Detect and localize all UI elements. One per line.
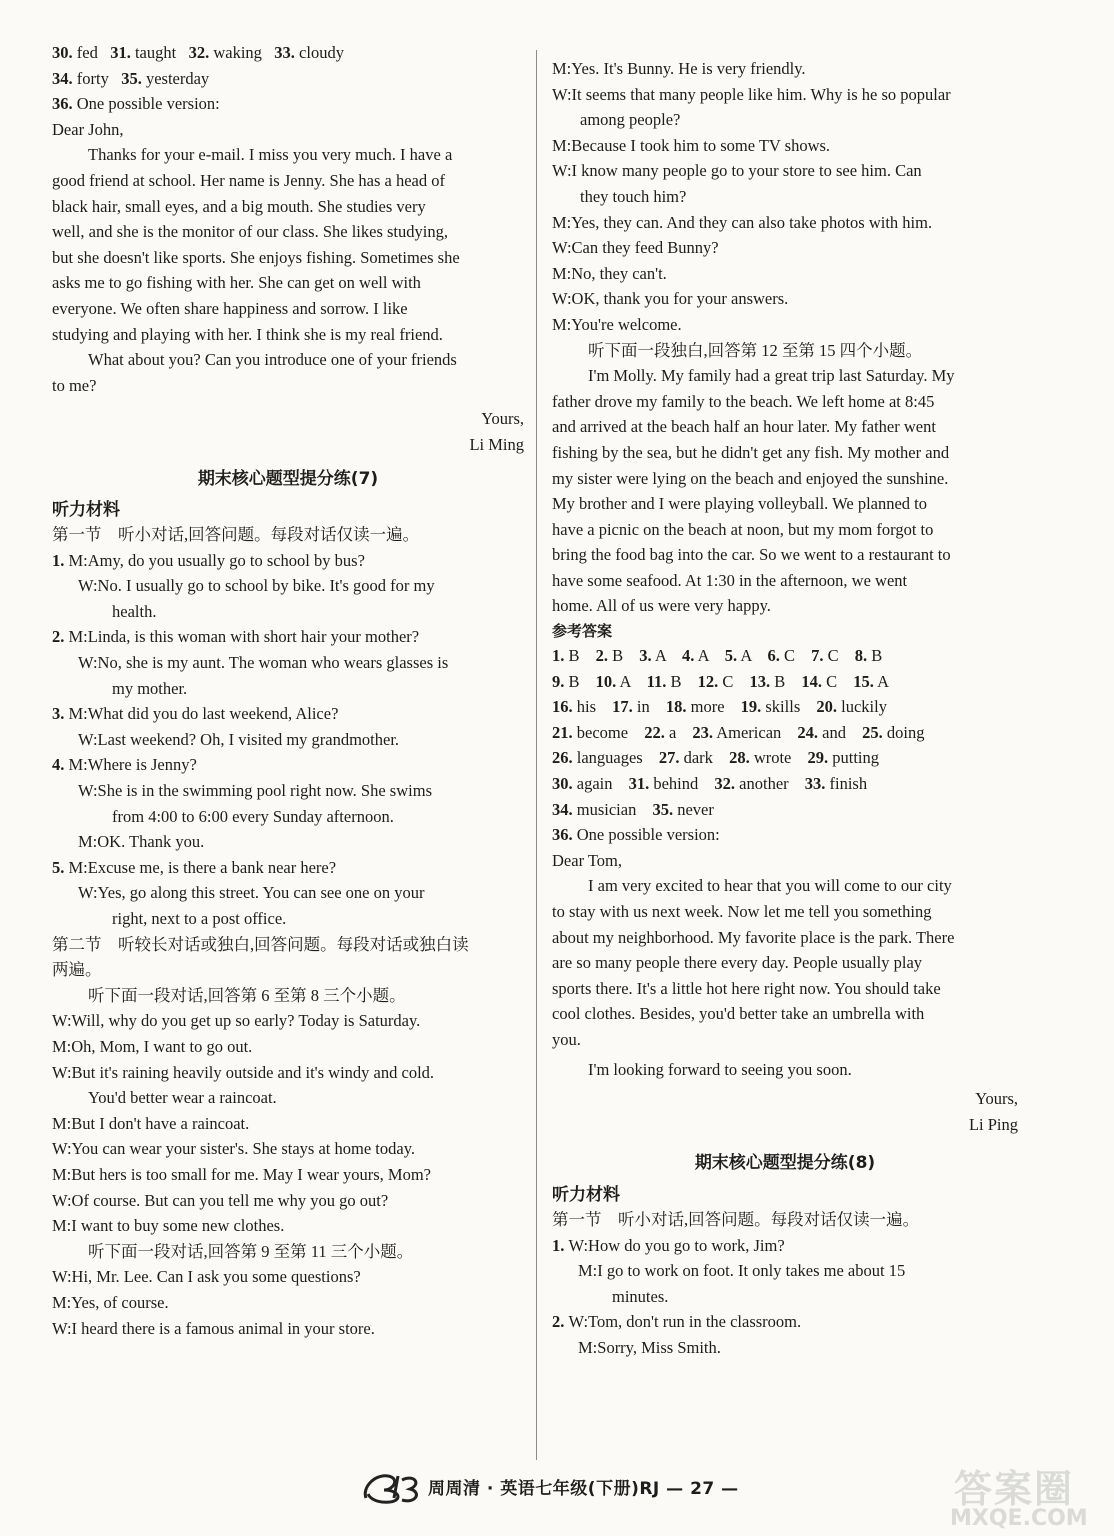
section7-title: 期末核心题型提分练(7): [197, 468, 379, 489]
letter2-line: are so many people there every day. People usually play: [552, 953, 923, 973]
dialog-5: 5. M:Excuse me, is there a bank near here?: [52, 857, 337, 877]
answer-row-7: 34. musician 35. never: [552, 799, 714, 819]
part2-heading: 第二节 听较长对话或独白,回答问题。每段对话或独白读: [52, 934, 469, 954]
mono-line: bring the food bag into the car. So we went to a restaurant to: [552, 545, 951, 565]
conv-line: W:Will, why do you get up so early? Today is Saturday.: [52, 1011, 421, 1031]
dialog-4: 4. M:Where is Jenny?: [52, 755, 197, 775]
letter2-line: about my neighborhood. My favorite place is the park. There: [552, 927, 955, 947]
part1-heading: 第一节 听小对话,回答问题。每段对话仅读一遍。: [52, 525, 420, 545]
letter1-closing: Yours,: [481, 409, 524, 429]
footer-text: 周周清 · 英语七年级(下册)RJ — 27 —: [428, 1479, 739, 1499]
dialog-line: W:She is in the swimming pool right now. She swims: [78, 781, 432, 801]
letter2-closing: Yours,: [975, 1089, 1018, 1109]
conv-line: W:But it's raining heavily outside and it's windy and cold.: [52, 1062, 435, 1082]
brand-logo: [360, 1468, 422, 1506]
conv-line: M:Because I took him to some TV shows.: [552, 135, 831, 155]
dialog-1: 1. W:How do you go to work, Jim?: [552, 1235, 785, 1255]
conv-line: M:No, they can't.: [552, 263, 667, 283]
conv-line: M:Yes, of course.: [52, 1292, 169, 1312]
letter2-last-line: I'm looking forward to seeing you soon.: [588, 1059, 852, 1079]
watermark: [920, 1450, 1110, 1536]
dialog-line: minutes.: [612, 1286, 669, 1306]
letter1-line: Thanks for your e-mail. I miss you very much. I have a: [88, 145, 453, 165]
right-column: [552, 56, 1018, 1361]
dialog-line: right, next to a post office.: [112, 909, 287, 928]
dialog-3: 3. M:What did you do last weekend, Alice?: [52, 704, 339, 724]
left-column: [52, 40, 524, 1341]
conv-line: M:But I don't have a raincoat.: [52, 1113, 250, 1133]
mono-line: My brother and I were playing volleyball. We planned to: [552, 494, 928, 514]
part2-heading-cont: 两遍。: [52, 960, 102, 980]
answer-row-1: 1. B 2. B 3. A 4. A 5. A 6. C 7. C 8. B: [552, 646, 883, 666]
letter1-greeting: Dear John,: [52, 119, 124, 139]
mono-line: my sister were lying on the beach and enjoyed the sunshine.: [552, 468, 949, 488]
answer-row-2: 9. B 10. A 11. B 12. C 13. B 14. C 15. A: [552, 671, 890, 691]
letter1-line: studying and playing with her. I think she is my real friend.: [52, 324, 443, 344]
conv2-intro: 听下面一段对话,回答第 9 至第 11 三个小题。: [88, 1241, 414, 1261]
dialog-line: M:I go to work on foot. It only takes me about 15: [578, 1261, 906, 1281]
mono-line: have a picnic on the beach at noon, but my mom forgot to: [552, 519, 934, 539]
conv-line: M:Yes, they can. And they can also take photos with him.: [552, 212, 933, 232]
mono-intro: 听下面一段独白,回答第 12 至第 15 四个小题。: [588, 340, 923, 360]
dialog-line: M:OK. Thank you.: [78, 832, 205, 852]
conv-line: W:You can wear your sister's. She stays at home today.: [52, 1139, 416, 1159]
conv-line: W:Can they feed Bunny?: [552, 238, 719, 258]
letter1-signature: Li Ming: [469, 434, 524, 454]
letter1-line: well, and she is the monitor of our class. She likes studying,: [52, 222, 448, 242]
conv-line: they touch him?: [580, 186, 687, 206]
letter1-line: everyone. We often share happiness and sorrow. I like: [52, 298, 408, 318]
dialog-line: W:Yes, go along this street. You can see one on your: [78, 883, 425, 903]
conv-line: You'd better wear a raincoat.: [88, 1088, 277, 1108]
conv-line: among people?: [580, 110, 681, 130]
dialog-line: W:Last weekend? Oh, I visited my grandmother.: [78, 729, 400, 749]
listening-title: 听力材料: [552, 1184, 620, 1205]
conv-line: M:I want to buy some new clothes.: [52, 1216, 285, 1236]
watermark-cn: 答案圈: [954, 1467, 1075, 1511]
letter1-line: to me?: [52, 375, 97, 395]
letter2-line: cool clothes. Besides, you'd better take an umbrella with: [552, 1004, 925, 1024]
conv-line: W:I heard there is a famous animal in your store.: [52, 1318, 375, 1338]
mono-line: I'm Molly. My family had a great trip last Saturday. My: [588, 366, 955, 386]
letter2-line: you.: [552, 1029, 581, 1049]
column-divider: [536, 50, 537, 1460]
q36-intro: 36. One possible version:: [52, 94, 220, 114]
answer-row-4: 21. become 22. a 23. American 24. and 25. doing: [552, 722, 925, 742]
conv-line: M:You're welcome.: [552, 314, 682, 334]
dialog-line: W:No, she is my aunt. The woman who wears glasses is: [78, 653, 449, 673]
dialog-line: W:No. I usually go to school by bike. It's good for my: [78, 576, 435, 596]
dialog-line: from 4:00 to 6:00 every Sunday afternoon.: [112, 806, 394, 826]
letter1-line: What about you? Can you introduce one of your friends: [88, 350, 457, 370]
letter1-line: black hair, small eyes, and a big mouth. She studies very: [52, 196, 426, 216]
conv-line: W:Of course. But can you tell me why you go out?: [52, 1190, 389, 1210]
answer-row-6: 30. again 31. behind 32. another 33. finish: [552, 774, 868, 794]
conv-line: W:I know many people go to your store to see him. Can: [552, 161, 922, 181]
letter2-greeting: Dear Tom,: [552, 850, 623, 870]
part1-heading: 第一节 听小对话,回答问题。每段对话仅读一遍。: [552, 1209, 920, 1229]
listening-title: 听力材料: [52, 500, 120, 521]
letter1-line: asks me to go fishing with her. She can get on well with: [52, 273, 421, 293]
mono-line: fishing by the sea, but he didn't get any fish. My mother and: [552, 442, 950, 462]
conv-line: M:But hers is too small for me. May I wear yours, Mom?: [52, 1164, 431, 1184]
watermark-en: MXQE.COM: [950, 1506, 1088, 1531]
answers-title: 参考答案: [552, 622, 613, 641]
dialog-2: 2. W:Tom, don't run in the classroom.: [552, 1312, 802, 1332]
q36-intro: 36. One possible version:: [552, 825, 720, 845]
answer-row-3: 16. his 17. in 18. more 19. skills 20. luckily: [552, 697, 887, 717]
dialog-1: 1. M:Amy, do you usually go to school by bus?: [52, 550, 365, 570]
answer-line-30-33: 30. fed 31. taught 32. waking 33. cloudy: [52, 43, 344, 62]
conv-line: W:Hi, Mr. Lee. Can I ask you some questions?: [52, 1267, 361, 1287]
answer-row-5: 26. languages 27. dark 28. wrote 29. putting: [552, 748, 880, 768]
conv-line: W:It seems that many people like him. Why is he so popular: [552, 84, 951, 104]
mono-line: home. All of us were very happy.: [552, 596, 771, 616]
answer-line-34-35: 34. forty 35. yesterday: [52, 68, 210, 88]
conv-line: W:OK, thank you for your answers.: [552, 289, 789, 309]
conv-line: M:Oh, Mom, I want to go out.: [52, 1036, 253, 1056]
letter2-line: I am very excited to hear that you will come to our city: [588, 876, 952, 896]
mono-line: father drove my family to the beach. We left home at 8:45: [552, 391, 935, 411]
letter2-line: sports there. It's a little hot here right now. You should take: [552, 978, 941, 998]
dialog-line: my mother.: [112, 678, 188, 698]
conv1-intro: 听下面一段对话,回答第 6 至第 8 三个小题。: [88, 985, 406, 1005]
letter2-signature: Li Ping: [968, 1114, 1018, 1134]
dialog-line: M:Sorry, Miss Smith.: [578, 1337, 721, 1357]
letter1-line: but she doesn't like sports. She enjoys fishing. Sometimes she: [52, 247, 460, 267]
section8-title: 期末核心题型提分练(8): [694, 1153, 876, 1174]
letter2-line: to stay with us next week. Now let me tell you something: [552, 902, 932, 921]
mono-line: have some seafood. At 1:30 in the afternoon, we went: [552, 570, 908, 590]
letter1-line: good friend at school. Her name is Jenny. She has a head of: [52, 170, 445, 190]
dialog-2: 2. M:Linda, is this woman with short hair your mother?: [52, 627, 420, 647]
dialog-line: health.: [112, 601, 157, 621]
conv-line: M:Yes. It's Bunny. He is very friendly.: [552, 59, 806, 78]
mono-line: and arrived at the beach half an hour later. My father went: [552, 417, 936, 437]
